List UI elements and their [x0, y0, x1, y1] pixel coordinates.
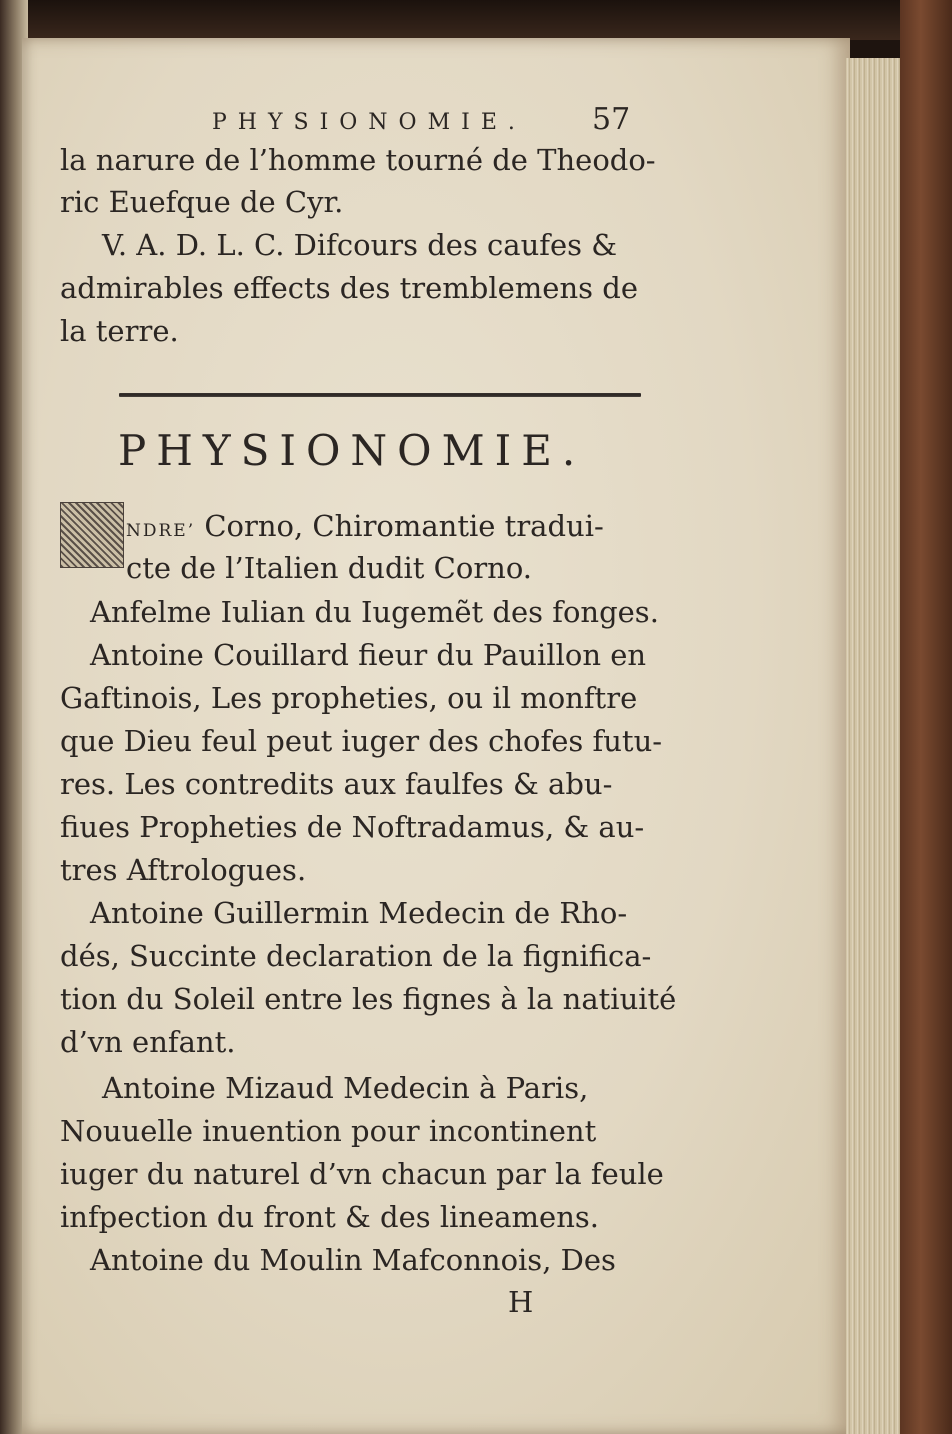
page-edges [846, 58, 904, 1434]
entry-line: tres Aftrologues. [60, 853, 307, 887]
intro-line: la narure de l’homme tourné de Theodo- [60, 143, 656, 177]
entry-line: Gaftinois, Les propheties, ou il monftre [60, 681, 638, 715]
entry-line: iuger du naturel d’vn chacun par la feule [60, 1157, 664, 1191]
entry-line: dés, Succinte declaration de la fignifica- [60, 939, 652, 973]
first-entry-smallcaps: NDRE’ [126, 521, 196, 541]
entry-line: Anfelme Iulian du Iugemẽt des fonges. [90, 595, 659, 629]
book-cover-right [900, 0, 952, 1434]
section-divider [119, 393, 641, 397]
first-entry-text: Corno, Chiromantie tradui- [195, 509, 604, 543]
entry-line: Antoine du Moulin Mafconnois, Des [90, 1243, 616, 1277]
signature-mark: H [508, 1285, 534, 1319]
first-entry-line [126, 509, 604, 543]
running-head: PHYSIONOMIE. [212, 110, 526, 135]
entry-line: d’vn enfant. [60, 1025, 236, 1059]
entry-line: Antoine Mizaud Medecin à Paris, [102, 1071, 589, 1105]
intro-line: admirables effects des tremblemens de [60, 271, 638, 305]
first-entry-line: cte de l’Italien dudit Corno. [126, 551, 533, 585]
page-number: 57 [592, 102, 631, 137]
page [22, 38, 850, 1434]
entry-line: tion du Soleil entre les fignes à la natiuité [60, 982, 677, 1016]
page-text [22, 38, 850, 1434]
book-cover-top [22, 0, 952, 40]
intro-line: la terre. [60, 314, 179, 348]
section-title: PHYSIONOMIE. [118, 426, 586, 475]
intro-line: V. A. D. L. C. Difcours des caufes & [102, 228, 618, 262]
decorated-initial-icon [60, 502, 124, 568]
entry-line: infpection du front & des lineamens. [60, 1200, 599, 1234]
entry-line: res. Les contredits aux faulfes & abu- [60, 767, 613, 801]
entry-line: Nouuelle inuention pour incontinent [60, 1114, 597, 1148]
intro-line: ric Euefque de Cyr. [60, 185, 344, 219]
entry-line: Antoine Guillermin Medecin de Rho- [90, 896, 628, 930]
entry-line: fiues Propheties de Noftradamus, & au- [60, 810, 645, 844]
entry-line: Antoine Couillard fieur du Pauillon en [90, 638, 647, 672]
entry-line: que Dieu feul peut iuger des chofes futu- [60, 724, 663, 758]
